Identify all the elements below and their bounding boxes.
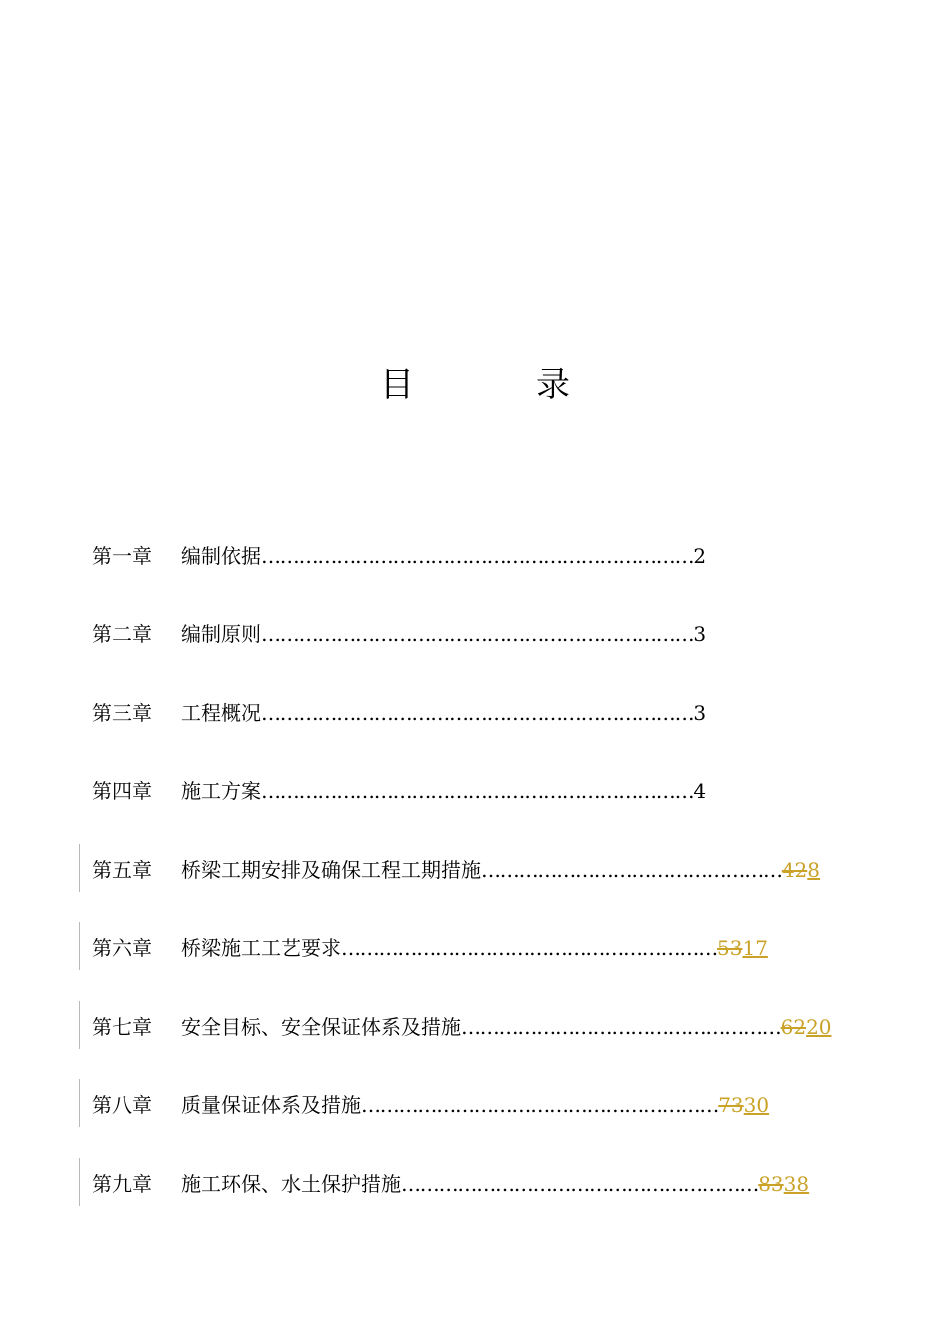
deleted-page-number: 83	[758, 1172, 784, 1196]
chapter-number: 第四章	[92, 779, 152, 803]
chapter-number: 第六章	[92, 936, 152, 960]
chapter-title: 编制原则	[181, 622, 261, 646]
chapter-title: 桥梁施工工艺要求	[181, 936, 341, 960]
chapter-title: 桥梁工期安排及确保工程工期措施	[181, 858, 481, 882]
chapter-number: 第二章	[92, 622, 152, 646]
page-number: 4	[693, 779, 707, 803]
inserted-page-number: 30	[743, 1093, 770, 1117]
dot-leader: …………………………………………………	[361, 1093, 719, 1117]
toc-entry-4[interactable]	[92, 777, 706, 805]
chapter-number: 第九章	[92, 1172, 152, 1196]
deleted-page-number: 42	[781, 858, 808, 882]
toc-entry-1[interactable]	[92, 542, 706, 570]
toc-entry-2[interactable]	[92, 620, 706, 648]
chapter-number: 第三章	[92, 701, 152, 725]
dot-leader: ……………………………………………	[461, 1015, 781, 1039]
chapter-title: 质量保证体系及措施	[181, 1093, 361, 1117]
deleted-page-number: 53	[717, 936, 743, 960]
revision-change-bar	[79, 1079, 80, 1127]
dot-leader: …………………………………………	[481, 858, 782, 882]
page-number: 3	[693, 622, 707, 646]
page-number: 2	[693, 544, 707, 568]
revision-change-bar	[79, 844, 80, 892]
chapter-number: 第一章	[92, 544, 152, 568]
revision-change-bar	[79, 922, 80, 970]
inserted-page-number: 17	[742, 936, 768, 960]
deleted-page-number: 62	[780, 1015, 807, 1039]
dot-leader: ……………………………………………………	[341, 936, 718, 960]
dot-leader: ……………………………………………………………	[261, 622, 694, 646]
toc-title: 目 录	[380, 365, 614, 405]
toc-entry-9[interactable]	[92, 1170, 809, 1198]
dot-leader: …………………………………………………	[401, 1172, 759, 1196]
dot-leader: ……………………………………………………………	[261, 544, 694, 568]
revision-change-bar	[79, 1158, 80, 1206]
revision-change-bar	[79, 1001, 80, 1049]
toc-entry-7[interactable]	[92, 1013, 832, 1041]
chapter-number: 第七章	[92, 1015, 152, 1039]
dot-leader: ……………………………………………………………	[261, 779, 694, 803]
toc-entry-5[interactable]	[92, 856, 820, 884]
inserted-page-number: 20	[806, 1015, 832, 1039]
chapter-title: 工程概况	[181, 701, 261, 725]
chapter-number: 第五章	[92, 858, 152, 882]
dot-leader: ……………………………………………………………	[261, 701, 694, 725]
inserted-page-number: 38	[783, 1172, 810, 1196]
toc-entry-3[interactable]	[92, 699, 706, 727]
chapter-title: 编制依据	[181, 544, 261, 568]
chapter-title: 施工方案	[181, 779, 261, 803]
page-number: 3	[693, 701, 707, 725]
chapter-title: 安全目标、安全保证体系及措施	[181, 1015, 461, 1039]
toc-entry-8[interactable]	[92, 1091, 769, 1119]
toc-entry-6[interactable]	[92, 934, 768, 962]
deleted-page-number: 73	[718, 1093, 744, 1117]
inserted-page-number: 8	[807, 858, 820, 882]
chapter-title: 施工环保、水土保护措施	[181, 1172, 401, 1196]
chapter-number: 第八章	[92, 1093, 152, 1117]
